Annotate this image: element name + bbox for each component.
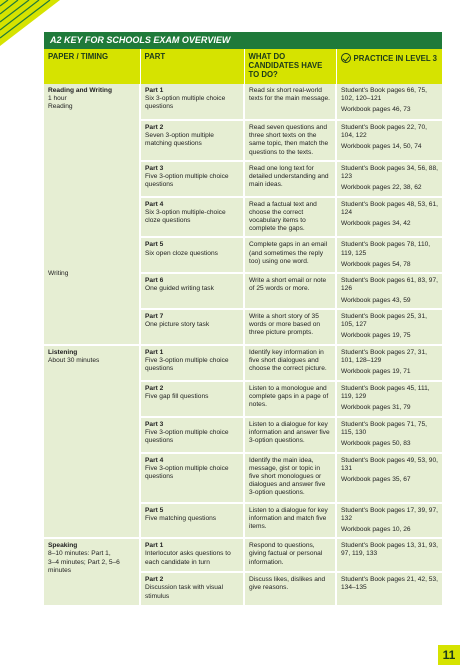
part-label: Part 2 bbox=[145, 384, 164, 392]
practice-cell bbox=[336, 197, 442, 238]
paper-timing: minutes bbox=[48, 566, 72, 574]
part-label: Part 4 bbox=[145, 200, 164, 208]
workbook-pages: Workbook pages 10, 26 bbox=[341, 526, 411, 534]
task-cell: Respond to questions, giving factual or personal information. bbox=[244, 538, 336, 572]
paper-reading-writing bbox=[44, 84, 140, 345]
practice-cell bbox=[336, 120, 442, 161]
paper-timing: Reading bbox=[48, 103, 73, 111]
part-cell bbox=[140, 161, 244, 197]
table-title: A2 KEY FOR SCHOOLS EXAM OVERVIEW bbox=[44, 32, 442, 49]
practice-cell bbox=[336, 381, 442, 417]
task-cell: Write a short story of 35 words or more based on three picture prompts. bbox=[244, 309, 336, 345]
paper-writing-label: Writing bbox=[48, 269, 69, 277]
students-book-pages: Student's Book pages 27, 31, 101, 128–129 bbox=[341, 348, 427, 365]
part-cell bbox=[140, 381, 244, 417]
part-cell bbox=[140, 453, 244, 503]
part-cell bbox=[140, 572, 244, 606]
header-part: PART bbox=[140, 49, 244, 84]
workbook-pages: Workbook pages 34, 42 bbox=[341, 219, 411, 227]
paper-timing: 1 hour bbox=[48, 95, 67, 103]
part-description: Discussion task with visual stimulus bbox=[145, 584, 224, 600]
part-description: Six 3-option multiple choice questions bbox=[145, 95, 226, 111]
students-book-pages: Student's Book pages 78, 110, 119, 125 bbox=[341, 241, 431, 257]
practice-cell bbox=[336, 417, 442, 453]
practice-cell bbox=[336, 453, 442, 503]
part-description: Six 3-option multiple-choice cloze questions bbox=[145, 208, 226, 224]
table-row bbox=[44, 345, 442, 381]
paper-timing: 3–4 minutes; Part 2, 5–6 bbox=[48, 558, 120, 566]
paper-timing: 8–10 minutes: Part 1, bbox=[48, 550, 111, 558]
workbook-pages: Workbook pages 50, 83 bbox=[341, 440, 411, 448]
workbook-pages: Workbook pages 35, 67 bbox=[341, 476, 411, 484]
practice-cell bbox=[336, 84, 442, 120]
part-description: Six open cloze questions bbox=[145, 249, 218, 257]
task-cell: Read one long text for detailed understanding and main ideas. bbox=[244, 161, 336, 197]
students-book-pages: Student's Book pages 45, 111, 119, 129 bbox=[341, 384, 430, 401]
table-row bbox=[44, 538, 442, 572]
part-cell bbox=[140, 120, 244, 161]
header-row bbox=[44, 49, 442, 84]
workbook-pages: Workbook pages 31, 79 bbox=[341, 404, 411, 412]
paper-name: Reading and Writing bbox=[48, 86, 112, 94]
paper-name: Speaking bbox=[48, 542, 78, 550]
students-book-pages: Student's Book pages 13, 31, 93, 97, 119, 133 bbox=[341, 542, 438, 558]
part-label: Part 2 bbox=[145, 576, 164, 584]
part-label: Part 5 bbox=[145, 506, 164, 514]
part-description: One guided writing task bbox=[145, 285, 214, 293]
part-description: Five gap fill questions bbox=[145, 393, 209, 401]
practice-cell bbox=[336, 273, 442, 309]
students-book-pages: Student's Book pages 21, 42, 53, 134–135 bbox=[341, 576, 438, 592]
task-cell: Read six short real-world texts for the main message. bbox=[244, 84, 336, 120]
paper-name: Listening bbox=[48, 348, 78, 356]
part-label: Part 1 bbox=[145, 542, 164, 550]
part-description: Five 3-option multiple choice questions bbox=[145, 173, 229, 189]
students-book-pages: Student's Book pages 34, 56, 88, 123 bbox=[341, 164, 438, 181]
page-number: 11 bbox=[438, 645, 460, 665]
part-cell bbox=[140, 345, 244, 381]
part-cell bbox=[140, 197, 244, 238]
students-book-pages: Student's Book pages 25, 31, 105, 127 bbox=[341, 312, 427, 329]
workbook-pages: Workbook pages 14, 50, 74 bbox=[341, 143, 422, 151]
practice-cell bbox=[336, 309, 442, 345]
task-cell: Write a short email or note of 25 words or more. bbox=[244, 273, 336, 309]
part-description: Seven 3-option multiple matching questions bbox=[145, 132, 214, 148]
students-book-pages: Student's Book pages 71, 75, 115, 130 bbox=[341, 420, 427, 436]
students-book-pages: Student's Book pages 17, 39, 97, 132 bbox=[341, 506, 438, 522]
overview-table bbox=[44, 49, 442, 607]
task-cell: Read a factual text and choose the correct vocabulary items to complete the gaps. bbox=[244, 197, 336, 238]
task-cell: Identify key information in five short dialogues and choose the correct picture. bbox=[244, 345, 336, 381]
part-label: Part 6 bbox=[145, 277, 164, 285]
practice-cell bbox=[336, 345, 442, 381]
part-description: One picture story task bbox=[145, 321, 210, 329]
header-paper: PAPER / TIMING bbox=[44, 49, 140, 84]
paper-timing: About 30 minutes bbox=[48, 357, 100, 365]
students-book-pages: Student's Book pages 49, 53, 90, 131 bbox=[341, 456, 438, 472]
task-cell: Complete gaps in an email (and sometimes the reply too) using one word. bbox=[244, 237, 336, 273]
workbook-pages: Workbook pages 54, 78 bbox=[341, 260, 411, 268]
part-description: Five 3-option multiple choice questions bbox=[145, 357, 229, 373]
header-practice bbox=[336, 49, 442, 84]
workbook-pages: Workbook pages 19, 75 bbox=[341, 332, 411, 340]
students-book-pages: Student's Book pages 22, 70, 104, 122 bbox=[341, 123, 427, 140]
students-book-pages: Student's Book pages 61, 83, 97, 126 bbox=[341, 277, 438, 293]
check-circle-icon bbox=[341, 53, 351, 63]
task-cell: Listen to a dialogue for key information and match five items. bbox=[244, 503, 336, 539]
part-cell bbox=[140, 84, 244, 120]
workbook-pages: Workbook pages 22, 38, 62 bbox=[341, 184, 422, 192]
practice-cell bbox=[336, 538, 442, 572]
students-book-pages: Student's Book pages 66, 75, 102, 120–121 bbox=[341, 86, 427, 103]
part-label: Part 7 bbox=[145, 312, 164, 320]
part-label: Part 3 bbox=[145, 420, 164, 428]
part-label: Part 3 bbox=[145, 164, 164, 172]
part-cell bbox=[140, 417, 244, 453]
part-label: Part 1 bbox=[145, 348, 164, 356]
practice-cell bbox=[336, 503, 442, 539]
paper-speaking bbox=[44, 538, 140, 606]
part-description: Five 3-option multiple choice questions bbox=[145, 464, 229, 481]
task-cell: Read seven questions and three short texts on the same topic, then match the questions to the texts. bbox=[244, 120, 336, 161]
part-label: Part 2 bbox=[145, 123, 164, 131]
practice-cell bbox=[336, 237, 442, 273]
part-cell bbox=[140, 503, 244, 539]
task-cell: Discuss likes, dislikes and give reasons. bbox=[244, 572, 336, 606]
part-cell bbox=[140, 309, 244, 345]
header-practice-label: PRACTICE IN LEVEL 3 bbox=[353, 54, 437, 63]
part-cell bbox=[140, 538, 244, 572]
table-row bbox=[44, 84, 442, 120]
part-description: Five matching questions bbox=[145, 514, 217, 522]
practice-cell bbox=[336, 161, 442, 197]
part-cell bbox=[140, 273, 244, 309]
task-cell: Identify the main idea, message, gist or topic in five short monologues or dialogues and answer five 3-option questions. bbox=[244, 453, 336, 503]
paper-listening bbox=[44, 345, 140, 538]
exam-overview bbox=[44, 32, 442, 607]
part-label: Part 4 bbox=[145, 456, 164, 464]
workbook-pages: Workbook pages 43, 59 bbox=[341, 296, 411, 304]
part-label: Part 5 bbox=[145, 241, 164, 249]
workbook-pages: Workbook pages 19, 71 bbox=[341, 368, 411, 376]
practice-cell bbox=[336, 572, 442, 606]
part-cell bbox=[140, 237, 244, 273]
students-book-pages: Student's Book pages 48, 53, 61, 124 bbox=[341, 200, 438, 216]
part-description: Five 3-option multiple choice questions bbox=[145, 428, 229, 445]
workbook-pages: Workbook pages 46, 73 bbox=[341, 106, 411, 114]
task-cell: Listen to a monologue and complete gaps in a page of notes. bbox=[244, 381, 336, 417]
task-cell: Listen to a dialogue for key information and answer five 3-option questions. bbox=[244, 417, 336, 453]
part-label: Part 1 bbox=[145, 86, 164, 94]
header-task: WHAT DO CANDIDATES HAVE TO DO? bbox=[244, 49, 336, 84]
part-description: Interlocutor asks questions to each candidate in turn bbox=[145, 550, 231, 566]
